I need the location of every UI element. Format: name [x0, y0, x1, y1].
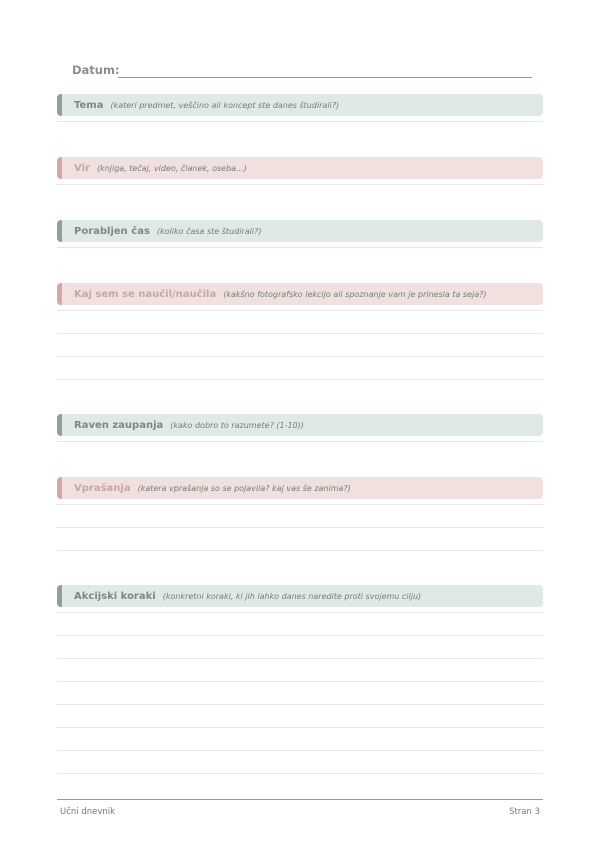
- writing-line[interactable]: [57, 659, 543, 682]
- section-header: [57, 94, 543, 116]
- section-title: Vprašanja: [74, 482, 131, 494]
- writing-line[interactable]: [57, 179, 543, 185]
- writing-line[interactable]: [57, 116, 543, 122]
- section-title: Porabljen čas: [74, 225, 150, 237]
- section-hint: (koliko časa ste študirali?): [156, 226, 262, 236]
- section-time-spent: [57, 220, 543, 248]
- date-label: Datum:: [72, 63, 120, 77]
- section-header: [57, 414, 543, 436]
- writing-line[interactable]: [57, 728, 543, 751]
- section-header: [57, 477, 543, 499]
- date-input-line[interactable]: [118, 77, 532, 78]
- section-title: Akcijski koraki: [74, 590, 156, 602]
- section-hint: (katera vprašanja so se pojavila? kaj vas še zanima?): [137, 483, 351, 493]
- section-header: [57, 585, 543, 607]
- accent-stripe: [57, 94, 62, 116]
- section-topic: [57, 94, 543, 122]
- section-header: [57, 157, 543, 179]
- section-source: [57, 157, 543, 185]
- date-row: [72, 62, 532, 80]
- writing-line[interactable]: [57, 242, 543, 248]
- section-header: [57, 220, 543, 242]
- accent-stripe: [57, 220, 62, 242]
- writing-line[interactable]: [57, 334, 543, 357]
- accent-stripe: [57, 414, 62, 436]
- section-title: Raven zaupanja: [74, 419, 164, 431]
- section-hint: (kateri predmet, veščino ali koncept ste danes študirali?): [110, 100, 340, 110]
- section-hint: (knjiga, tečaj, video, članek, oseba...): [96, 163, 247, 173]
- section-questions: [57, 477, 543, 551]
- writing-line[interactable]: [57, 528, 543, 551]
- accent-stripe: [57, 283, 62, 305]
- accent-stripe: [57, 477, 62, 499]
- section-title: Vir: [74, 162, 90, 174]
- writing-line[interactable]: [57, 613, 543, 636]
- page-number: Stran 3: [509, 807, 540, 817]
- writing-line[interactable]: [57, 357, 543, 380]
- writing-line[interactable]: [57, 636, 543, 659]
- writing-line[interactable]: [57, 751, 543, 774]
- accent-stripe: [57, 157, 62, 179]
- section-hint: (kako dobro to razumete? (1-10)): [170, 420, 304, 430]
- section-action-steps: [57, 585, 543, 774]
- section-confidence: [57, 414, 543, 442]
- section-header: [57, 283, 543, 305]
- section-title: Kaj sem se naučil/naučila: [74, 288, 217, 300]
- writing-line[interactable]: [57, 436, 543, 442]
- section-hint: (konkretni koraki, ki jih lahko danes naredite proti svojemu cilju): [162, 591, 422, 601]
- writing-line[interactable]: [57, 705, 543, 728]
- section-title: Tema: [74, 99, 104, 111]
- writing-line[interactable]: [57, 311, 543, 334]
- writing-line[interactable]: [57, 505, 543, 528]
- footer-title: Učni dnevnik: [60, 807, 116, 817]
- writing-line[interactable]: [57, 682, 543, 705]
- footer-divider: [57, 799, 543, 800]
- section-hint: (kakšno fotografsko lekcijo ali spoznanje vam je prinesla ta seja?): [223, 289, 487, 299]
- section-learned: [57, 283, 543, 380]
- accent-stripe: [57, 585, 62, 607]
